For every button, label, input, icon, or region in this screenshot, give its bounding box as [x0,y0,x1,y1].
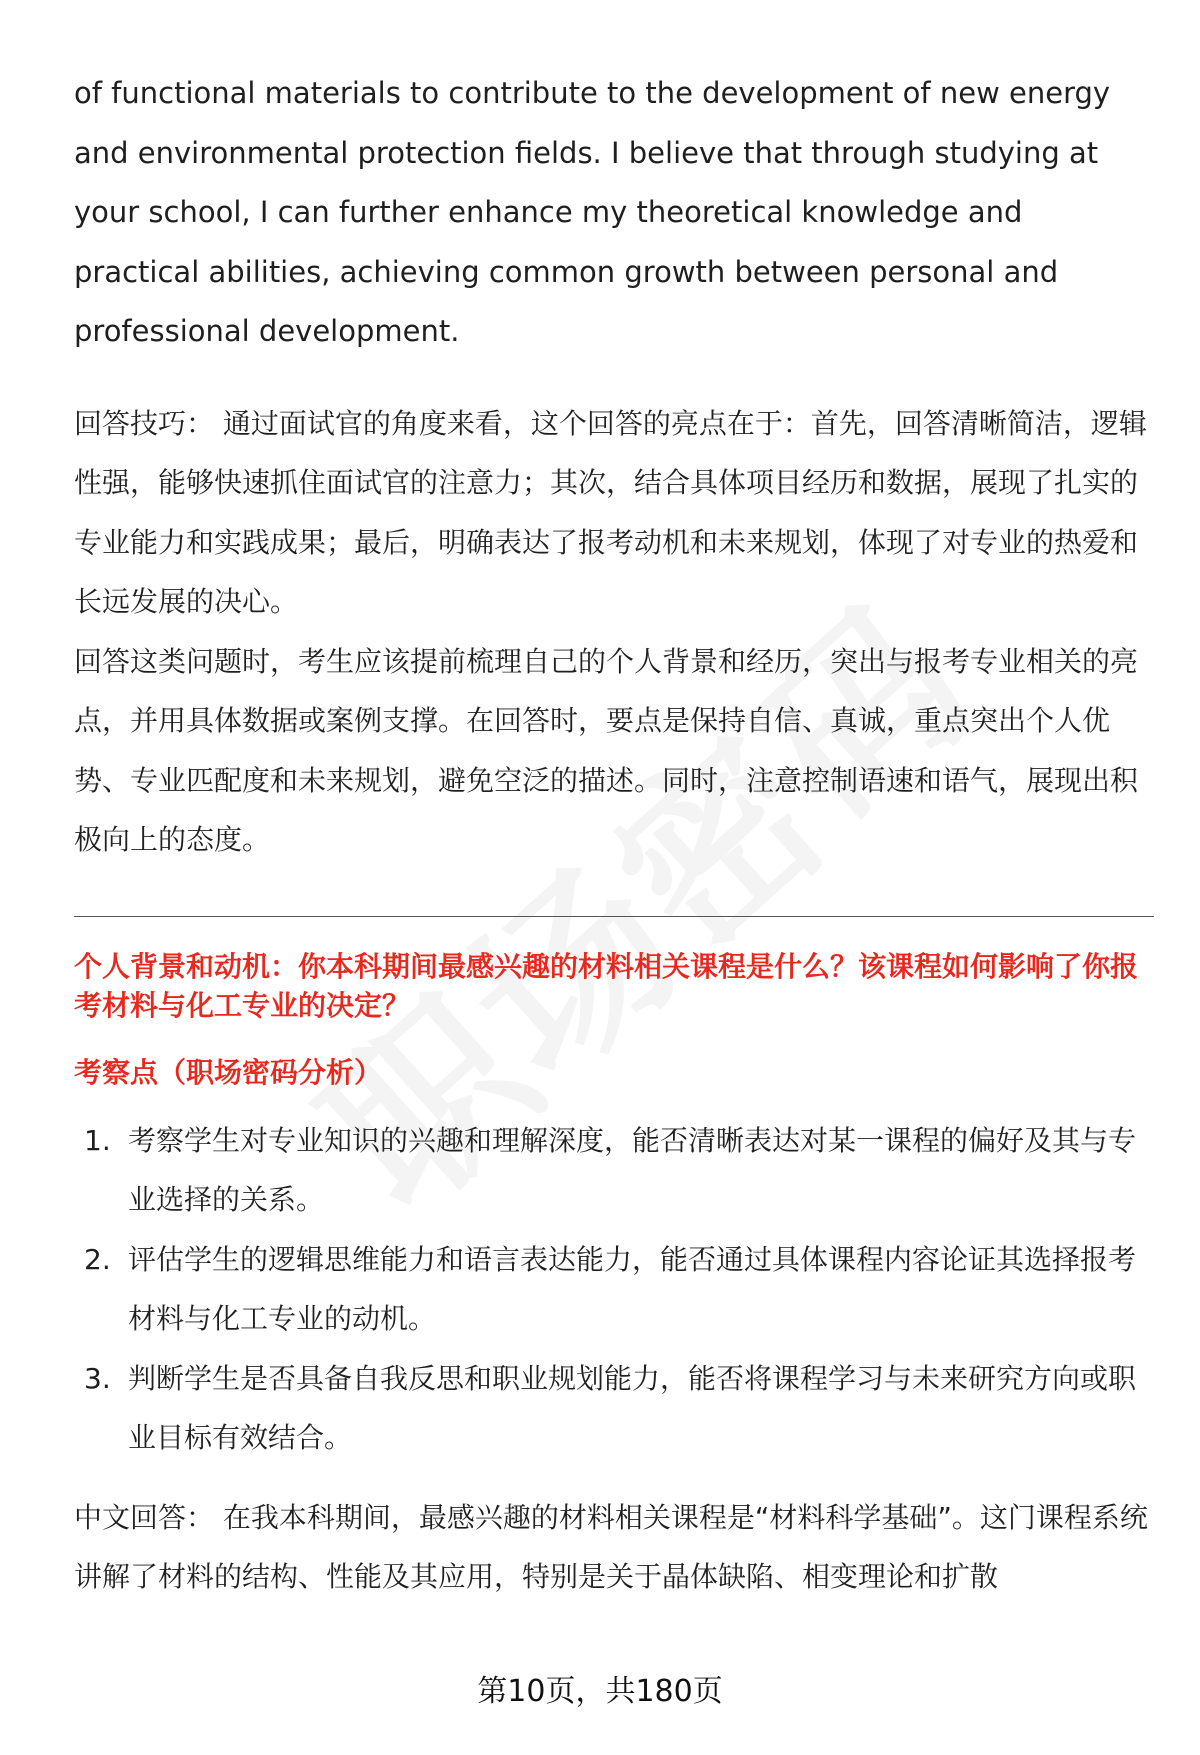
tips-text: 通过面试官的角度来看，这个回答的亮点在于：首先，回答清晰简洁，逻辑性强，能够快速抓住面试官的注意力；其次，结合具体项目经历和数据，展现了扎实的专业能力和实践成果；最后，明确表达了报考动机和未来规划，体现了对专业的热爱和长远发展的决心。 [74,406,1147,618]
list-item-number: 3. [84,1361,111,1395]
list-item-number: 1. [84,1123,111,1157]
list-item-text: 考察学生对专业知识的兴趣和理解深度，能否清晰表达对某一课程的偏好及其与专业选择的关系。 [128,1123,1137,1216]
list-item-text: 评估学生的逻辑思维能力和语言表达能力，能否通过具体课程内容论证其选择报考材料与化工专业的动机。 [128,1242,1137,1335]
page-content [74,64,1154,1607]
assessment-subheading: 考察点（职场密码分析） [74,1055,383,1089]
list-item-text: 判断学生是否具备自我反思和职业规划能力，能否将课程学习与未来研究方向或职业目标有效结合。 [128,1361,1137,1454]
answer-label: 中文回答： [74,1500,215,1534]
list-item [74,1111,1154,1230]
answer-text: 在我本科期间，最感兴趣的材料相关课程是“材料科学基础”。这门课程系统讲解了材料的结构、性能及其应用，特别是关于晶体缺陷、相变理论和扩散 [74,1500,1148,1593]
question-heading: 个人背景和动机：你本科期间最感兴趣的材料相关课程是什么？该课程如何影响了你报考材料与化工专业的决定？ [74,949,1139,1022]
intro-paragraph: of functional materials to contribute to the development of new energy and environmental protection fields. I believe that through studying at your school, I can further enhance my theoretical knowledge and practical abilities, achieving common growth between personal and professional development. [74,76,1111,348]
tips-label: 回答技巧： [74,406,215,440]
advice-paragraph: 回答这类问题时，考生应该提前梳理自己的个人背景和经历，突出与报考专业相关的亮点，并用具体数据或案例支撑。在回答时，要点是保持自信、真诚，重点突出个人优势、专业匹配度和未来规划，避免空泛的描述。同时，注意控制语速和语气，展现出积极向上的态度。 [74,644,1139,856]
list-item-number: 2. [84,1242,111,1276]
assessment-points-list [74,1111,1154,1468]
page-number-footer: 第10页，共180页 [477,1674,723,1709]
list-item [74,1230,1154,1349]
section-divider [74,916,1154,917]
answer-paragraph [74,1488,1154,1607]
list-item [74,1349,1154,1468]
tips-paragraph [74,394,1154,632]
